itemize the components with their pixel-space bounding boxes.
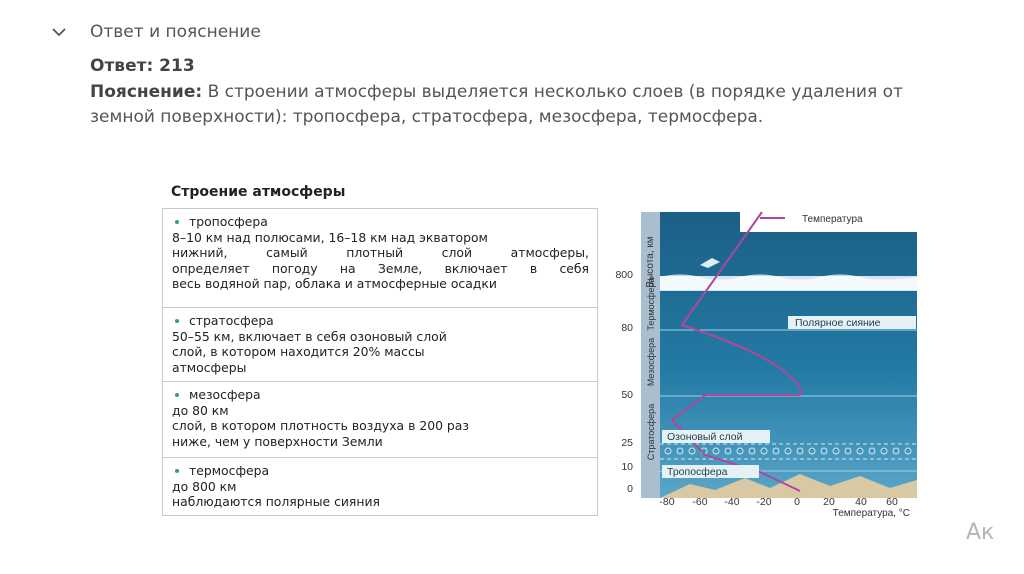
x-axis-label: Температура, °C: [832, 508, 910, 519]
y-axis-label: Высота, км: [645, 236, 656, 288]
layer-name: термосфера: [189, 463, 270, 478]
y-tick-label: 10: [621, 461, 633, 473]
sky-background: [660, 212, 917, 498]
answer-text: Ответ: 213: [90, 56, 195, 76]
layer-label-thermosphere: Термосфера: [646, 277, 656, 331]
x-tick-label: 20: [823, 496, 835, 508]
layer-label-mesosphere: Мезосфера: [646, 337, 656, 387]
x-tick-label: -20: [756, 496, 772, 508]
annotation-aurora: Полярное сияние: [795, 317, 881, 329]
annotation-ozone: Озоновый слой: [667, 431, 743, 443]
row-line: атмосферы: [172, 359, 247, 375]
y-tick-label: 800: [615, 269, 633, 281]
y-tick-label: 80: [621, 322, 633, 334]
explanation-label: Пояснение:: [90, 82, 203, 102]
x-tick-label: 60: [886, 496, 898, 508]
row-line: до 80 км: [172, 402, 229, 418]
row-line: слой, в котором плотность воздуха в 200 раз: [172, 418, 469, 434]
x-tick-label: -60: [692, 496, 708, 508]
layer-name: мезосфера: [189, 387, 261, 402]
x-tick-label: -80: [659, 496, 675, 508]
y-tick-label: 50: [621, 389, 633, 401]
explanation-text: В строении атмосферы выделяется несколько слоев (в порядке удаления от земной поверхности): тропосфера, стратосфера, мезосфера, термосфера.: [90, 82, 903, 127]
row-line: наблюдаются полярные сияния: [172, 494, 380, 510]
row-line: ниже, чем у поверхности Земли: [172, 433, 383, 449]
x-tick-label: 0: [794, 496, 800, 508]
y-tick-label: 0: [627, 483, 633, 495]
legend-label: Температура: [802, 214, 863, 225]
layer-label-stratosphere: Стратосфера: [646, 403, 656, 461]
row-line: определяет погоду на Земле, включает в себя: [172, 260, 589, 276]
row-line: весь водяной пар, облака и атмосферные осадки: [172, 276, 497, 292]
x-tick-label: 40: [855, 496, 867, 508]
row-line: до 800 км: [172, 478, 237, 494]
row-line: 8–10 км над полюсами, 16–18 км над экватором: [172, 229, 488, 245]
section-title: Ответ и пояснение: [90, 22, 261, 42]
figure-title: Строение атмосферы: [171, 184, 346, 200]
row-line: слой, в котором находится 20% массы: [172, 344, 425, 360]
layer-name: стратосфера: [189, 313, 274, 328]
row-line: нижний, самый плотный слой атмосферы,: [172, 245, 589, 261]
y-tick-label: 25: [621, 437, 633, 449]
x-tick-label: -40: [724, 496, 740, 508]
layer-name: тропосфера: [189, 214, 268, 229]
row-line: 50–55 км, включает в себя озоновый слой: [172, 328, 447, 344]
annotation-troposphere: Тропосфера: [667, 466, 728, 478]
watermark: Ак: [966, 520, 995, 545]
